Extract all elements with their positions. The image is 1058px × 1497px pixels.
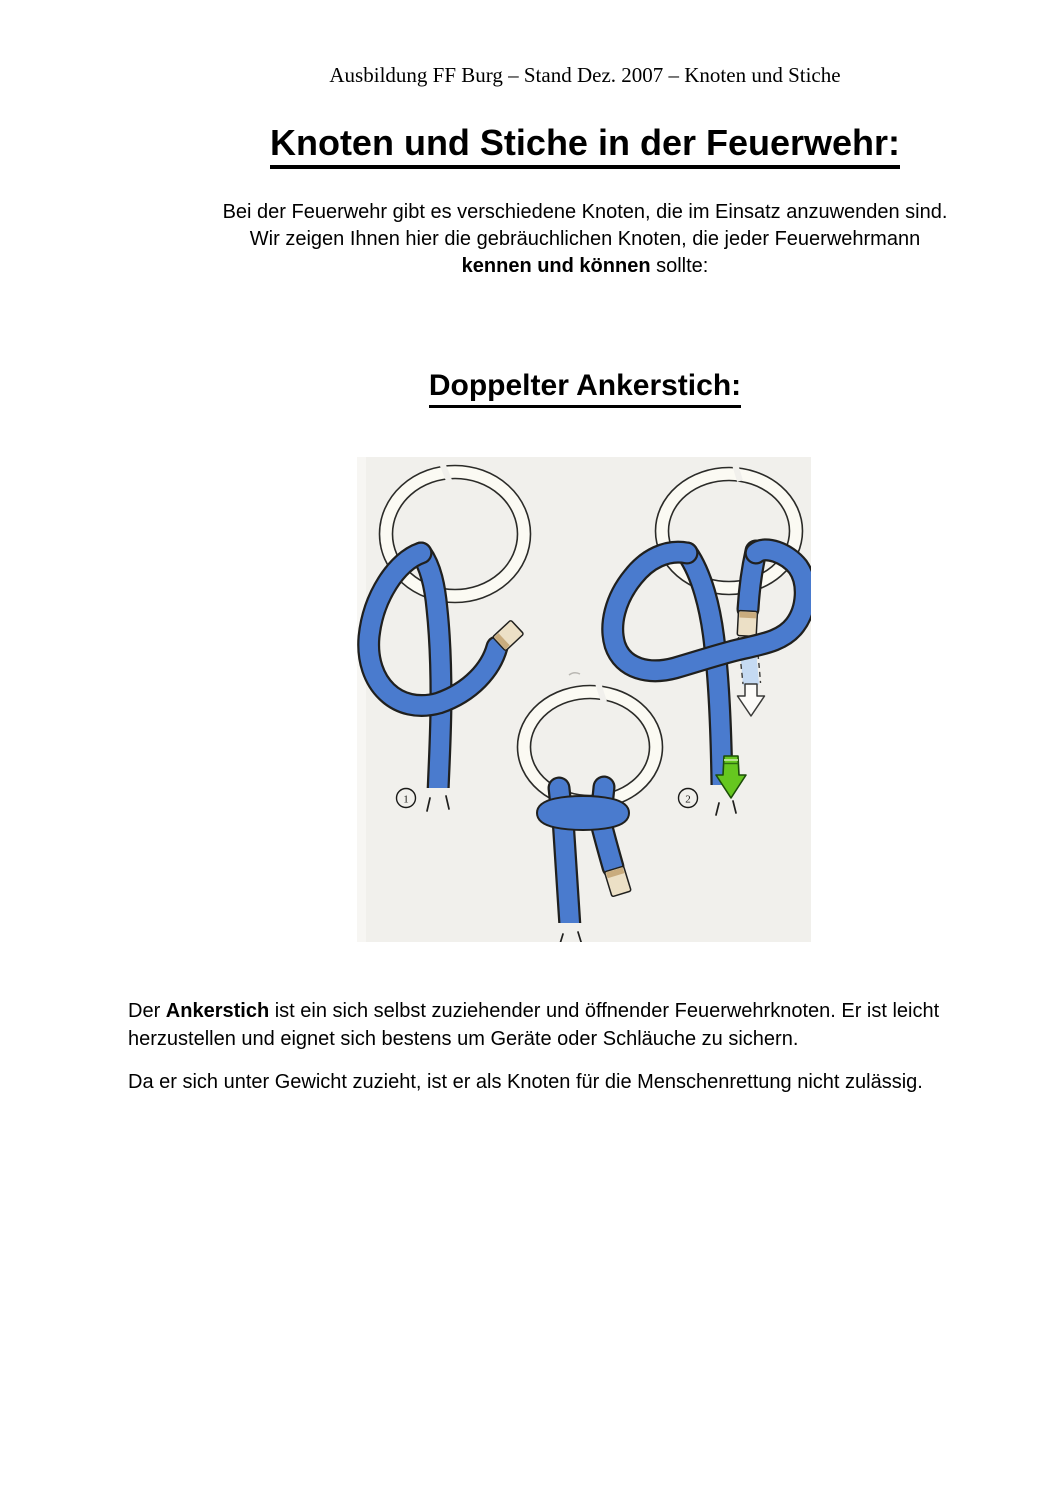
body-p1-line2: herzustellen und eignet sich bestens um Geräte oder Schläuche zu sichern. bbox=[128, 1028, 799, 1050]
figure-edge-strip bbox=[357, 457, 366, 942]
step-number-1 bbox=[397, 789, 416, 808]
page-title-text: Knoten und Stiche in der Feuerwehr: bbox=[270, 122, 900, 169]
page-title bbox=[128, 122, 1042, 169]
intro-line-2: Wir zeigen Ihnen hier die gebräuchlichen Knoten, die jeder Feuerwehrmann bbox=[249, 228, 921, 250]
body-paragraph-1 bbox=[128, 997, 1042, 1053]
intro-paragraph bbox=[128, 199, 1042, 280]
body-paragraph-2: Da er sich unter Gewicht zuzieht, ist er als Knoten für die Menschenrettung nicht zulässig. bbox=[128, 1071, 923, 1093]
page-header-text: Ausbildung FF Burg – Stand Dez. 2007 – Knoten und Stiche bbox=[329, 63, 841, 87]
intro-line-3-bold: kennen und können bbox=[461, 255, 651, 277]
intro-line-3 bbox=[128, 253, 1042, 280]
body-p1-line1-rest: ist ein sich selbst zuziehender und öffnender Feuerwehrknoten. Er ist leicht bbox=[269, 1000, 940, 1022]
svg-text:1: 1 bbox=[403, 793, 409, 806]
svg-text:2: 2 bbox=[685, 793, 691, 806]
knot-figure bbox=[357, 457, 811, 942]
body-p1-prefix: Der bbox=[128, 1000, 166, 1022]
intro-line-1: Bei der Feuerwehr gibt es verschiedene Knoten, die im Einsatz anzuwenden sind. bbox=[222, 201, 948, 223]
step-number-2 bbox=[679, 789, 698, 808]
section-heading bbox=[128, 368, 1042, 408]
body-p1-bold: Ankerstich bbox=[165, 1000, 270, 1022]
section-heading-text: Doppelter Ankerstich: bbox=[429, 368, 741, 408]
intro-line-3-rest: sollte: bbox=[650, 255, 709, 277]
rope-end-cap bbox=[737, 611, 757, 637]
